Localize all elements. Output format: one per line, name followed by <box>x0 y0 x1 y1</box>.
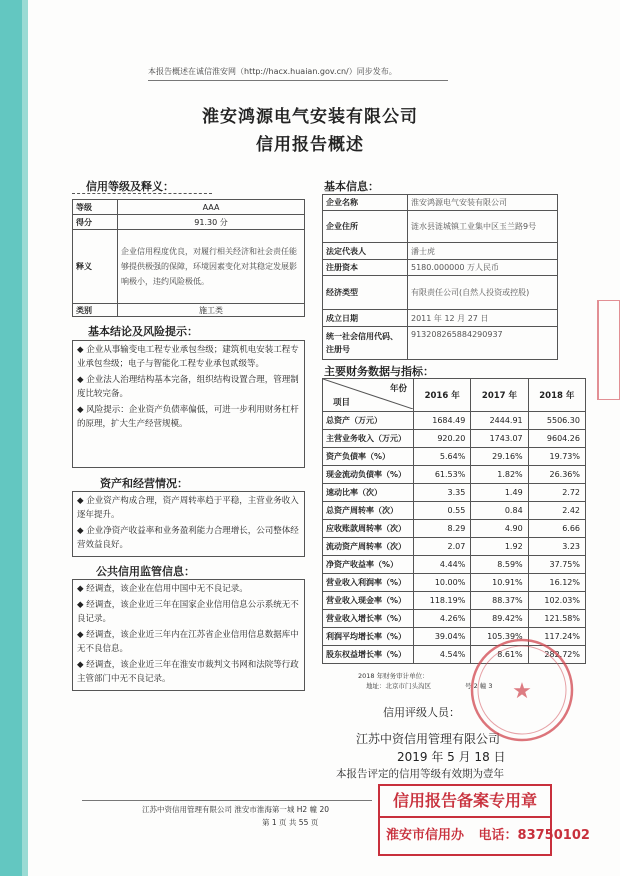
supervision-item: ◆ 经调查，该企业近三年在淮安市裁判文书网和法院等行政主管部门中无不良记录。 <box>77 660 299 684</box>
filing-stamp-phone: 电话：83750102 <box>478 828 590 843</box>
rating-key: 等级 <box>73 200 118 215</box>
company-name-key: 企业名称 <box>323 195 408 211</box>
finance-value-cell: 39.04% <box>414 628 471 646</box>
finance-value-cell: 1.49 <box>471 484 528 502</box>
svg-text:★: ★ <box>512 679 532 704</box>
conclusion-item: ◆ 风险提示：企业资产负债率偏低，可进一步利用财务杠杆的原理，扩大生产经营规模。 <box>77 405 299 429</box>
finance-table-body <box>323 412 586 664</box>
finance-value-cell: 1684.49 <box>414 412 471 430</box>
finance-value-cell: 37.75% <box>528 556 585 574</box>
conclusion-item: ◆ 企业从事输变电工程专业承包叁级；建筑机电安装工程专业承包叁级；电子与智能化工程专业承包贰级等。 <box>77 345 299 369</box>
capital-value: 5180.000000 万人民币 <box>408 260 558 276</box>
finance-value-cell: 10.00% <box>414 574 471 592</box>
conclusion-item: ◆ 企业法人治理结构基本完备，组织结构设置合理，管理制度比较完备。 <box>77 375 299 399</box>
finance-value-cell: 8.29 <box>414 520 471 538</box>
finance-corner-header <box>323 379 414 412</box>
finance-value-cell: 105.39% <box>471 628 528 646</box>
supervision-heading: 公共信用监管信息： <box>96 565 195 578</box>
finance-value-cell: 2.42 <box>528 502 585 520</box>
econ-type-value: 有限责任公司(自然人投资或控股) <box>408 276 558 310</box>
finance-row-label: 主营业务收入（万元） <box>323 430 414 448</box>
supervision-item: ◆ 经调查，该企业近三年内在江苏省企业信用信息数据库中无不良信息。 <box>77 630 299 654</box>
finance-row <box>323 502 586 520</box>
finance-year-header: 2018 年 <box>528 379 585 412</box>
finance-value-cell: 0.55 <box>414 502 471 520</box>
finance-value-cell: 5506.30 <box>528 412 585 430</box>
finance-row <box>323 466 586 484</box>
rating-category: 施工类 <box>118 304 305 317</box>
finance-value-cell: 102.03% <box>528 592 585 610</box>
finance-value-cell: 8.59% <box>471 556 528 574</box>
finance-value-cell: 4.44% <box>414 556 471 574</box>
finance-value-cell: 88.37% <box>471 592 528 610</box>
edge-seal-fragment-icon <box>596 300 620 400</box>
finance-year-header: 2016 年 <box>414 379 471 412</box>
finance-row <box>323 430 586 448</box>
finance-value-cell: 29.16% <box>471 448 528 466</box>
meaning-key: 释义 <box>73 230 118 304</box>
audit-note-label: 2018 年财务审计单位： <box>358 672 429 680</box>
header-rule <box>148 80 448 81</box>
address-value: 涟水县涟城镇工业集中区玉兰路9号 <box>408 211 558 243</box>
rater-label: 信用评级人员： <box>383 706 460 719</box>
finance-value-cell: 6.66 <box>528 520 585 538</box>
finance-row <box>323 556 586 574</box>
company-name-value: 淮安鸿源电气安装有限公司 <box>408 195 558 211</box>
credit-code-key: 统一社会信用代码、注册号 <box>323 327 408 360</box>
credit-code-value: 913208265884290937 <box>408 327 558 360</box>
finance-value-cell: 121.58% <box>528 610 585 628</box>
address-key: 企业住所 <box>323 211 408 243</box>
finance-item-label: 项目 <box>333 398 351 408</box>
footer-company: 江苏中资信用管理有限公司 淮安市淮海第一城 H2 幢 20 <box>142 805 329 814</box>
finance-value-cell: 5.64% <box>414 448 471 466</box>
capital-key: 注册资本 <box>323 260 408 276</box>
finance-year-label: 年份 <box>389 384 407 394</box>
basic-info-heading: 基本信息： <box>324 180 379 193</box>
finance-row-label: 流动资产周转率（次） <box>323 538 414 556</box>
finance-value-cell: 9604.26 <box>528 430 585 448</box>
finance-value-cell: 1.92 <box>471 538 528 556</box>
finance-value-cell: 4.90 <box>471 520 528 538</box>
supervision-item: ◆ 经调查，该企业在信用中国中无不良记录。 <box>77 584 248 594</box>
finance-value-cell: 282.72% <box>528 646 585 664</box>
finance-row-label: 净资产收益率（%） <box>323 556 414 574</box>
finance-value-cell: 89.42% <box>471 610 528 628</box>
finance-year-header: 2017 年 <box>471 379 528 412</box>
finance-table <box>322 378 586 664</box>
rating-grade: AAA <box>118 200 305 215</box>
finance-row-label: 速动比率（次） <box>323 484 414 502</box>
finance-row-label: 应收账款周转率（次） <box>323 520 414 538</box>
finance-row-label: 现金流动负债率（%） <box>323 466 414 484</box>
footer-rule <box>82 800 372 801</box>
finance-row <box>323 538 586 556</box>
finance-row <box>323 520 586 538</box>
report-title: 信用报告概述 <box>256 135 364 155</box>
finance-value-cell: 0.84 <box>471 502 528 520</box>
company-seal-icon <box>468 636 576 744</box>
legal-rep-value: 潘士虎 <box>408 243 558 260</box>
audit-note <box>358 671 429 680</box>
finance-value-cell: 4.26% <box>414 610 471 628</box>
supervision-box <box>72 579 305 691</box>
finance-row-label: 资产负债率（%） <box>323 448 414 466</box>
operation-box <box>72 491 305 557</box>
operation-item: ◆ 企业资产构成合理，资产周转率趋于平稳，主营业务收入逐年提升。 <box>77 496 299 520</box>
rating-heading: 信用等级及释义： <box>86 180 174 193</box>
audit-address-text: 地址：北京市门头沟区 <box>366 682 431 690</box>
finance-row <box>323 574 586 592</box>
finance-row-label: 总资产（万元） <box>323 412 414 430</box>
finance-value-cell: 2444.91 <box>471 412 528 430</box>
finance-value-cell: 4.54% <box>414 646 471 664</box>
publish-notice: 本报告概述在诚信淮安网（http://hacx.huaian.gov.cn/）同步发布。 <box>148 67 397 76</box>
finance-value-cell: 2.72 <box>528 484 585 502</box>
finance-value-cell: 19.73% <box>528 448 585 466</box>
finance-row <box>323 412 586 430</box>
finance-row-label: 总资产周转率（次） <box>323 502 414 520</box>
finance-value-cell: 10.91% <box>471 574 528 592</box>
finance-value-cell: 117.24% <box>528 628 585 646</box>
operation-heading: 资产和经营情况： <box>100 477 188 490</box>
finance-row <box>323 484 586 502</box>
finance-heading: 主要财务数据与指标： <box>324 365 434 378</box>
finance-value-cell: 920.20 <box>414 430 471 448</box>
finance-row-label: 利润平均增长率（%） <box>323 628 414 646</box>
finance-row-label: 股东权益增长率（%） <box>323 646 414 664</box>
category-key: 类别 <box>73 304 118 317</box>
finance-value-cell: 16.12% <box>528 574 585 592</box>
finance-row <box>323 448 586 466</box>
rating-company: 江苏中资信用管理有限公司 <box>356 732 501 746</box>
finance-row-label: 营业收入现金率（%） <box>323 592 414 610</box>
page-number: 第 1 页 共 55 页 <box>262 818 319 827</box>
score-key: 得分 <box>73 215 118 230</box>
finance-value-cell: 1.82% <box>471 466 528 484</box>
filing-stamp-org: 淮安市信用办 <box>386 828 465 843</box>
audit-address-tail: 号 2 幢 3 <box>465 682 493 690</box>
filing-stamp-office <box>380 818 590 854</box>
finance-row-label: 营业收入利润率（%） <box>323 574 414 592</box>
basic-info-table <box>322 194 558 360</box>
rating-heading-underline <box>72 193 212 194</box>
econ-type-key: 经济类型 <box>323 276 408 310</box>
founded-key: 成立日期 <box>323 310 408 327</box>
operation-item: ◆ 企业净资产收益率和业务盈利能力合理增长，公司整体经营效益良好。 <box>77 526 299 550</box>
filing-stamp <box>378 784 590 856</box>
rating-table <box>72 199 305 317</box>
finance-value-cell: 8.61% <box>471 646 528 664</box>
founded-value: 2011 年 12 月 27 日 <box>408 310 558 327</box>
conclusion-box <box>72 340 305 468</box>
report-date: 2019 年 5 月 18 日 <box>397 750 506 764</box>
supervision-item: ◆ 经调查，该企业近三年在国家企业信用信息公示系统无不良记录。 <box>77 600 299 624</box>
finance-row <box>323 610 586 628</box>
rating-meaning: 企业信用程度优良，对履行相关经济和社会责任能够提供极强的保障，环境因素变化对其稳定发展影响极小，违约风险极低。 <box>118 230 305 304</box>
finance-value-cell: 2.07 <box>414 538 471 556</box>
filing-stamp-title: 信用报告备案专用章 <box>380 786 550 818</box>
finance-value-cell: 3.23 <box>528 538 585 556</box>
finance-value-cell: 26.36% <box>528 466 585 484</box>
finance-value-cell: 61.53% <box>414 466 471 484</box>
company-title: 淮安鸿源电气安装有限公司 <box>202 107 418 127</box>
finance-row <box>323 592 586 610</box>
validity-note: 本报告评定的信用等级有效期为壹年 <box>336 768 504 780</box>
finance-row-label: 营业收入增长率（%） <box>323 610 414 628</box>
finance-value-cell: 1743.07 <box>471 430 528 448</box>
conclusion-heading: 基本结论及风险提示： <box>88 325 198 338</box>
legal-rep-key: 法定代表人 <box>323 243 408 260</box>
finance-value-cell: 3.35 <box>414 484 471 502</box>
finance-value-cell: 118.19% <box>414 592 471 610</box>
rating-score: 91.30 分 <box>118 215 305 230</box>
